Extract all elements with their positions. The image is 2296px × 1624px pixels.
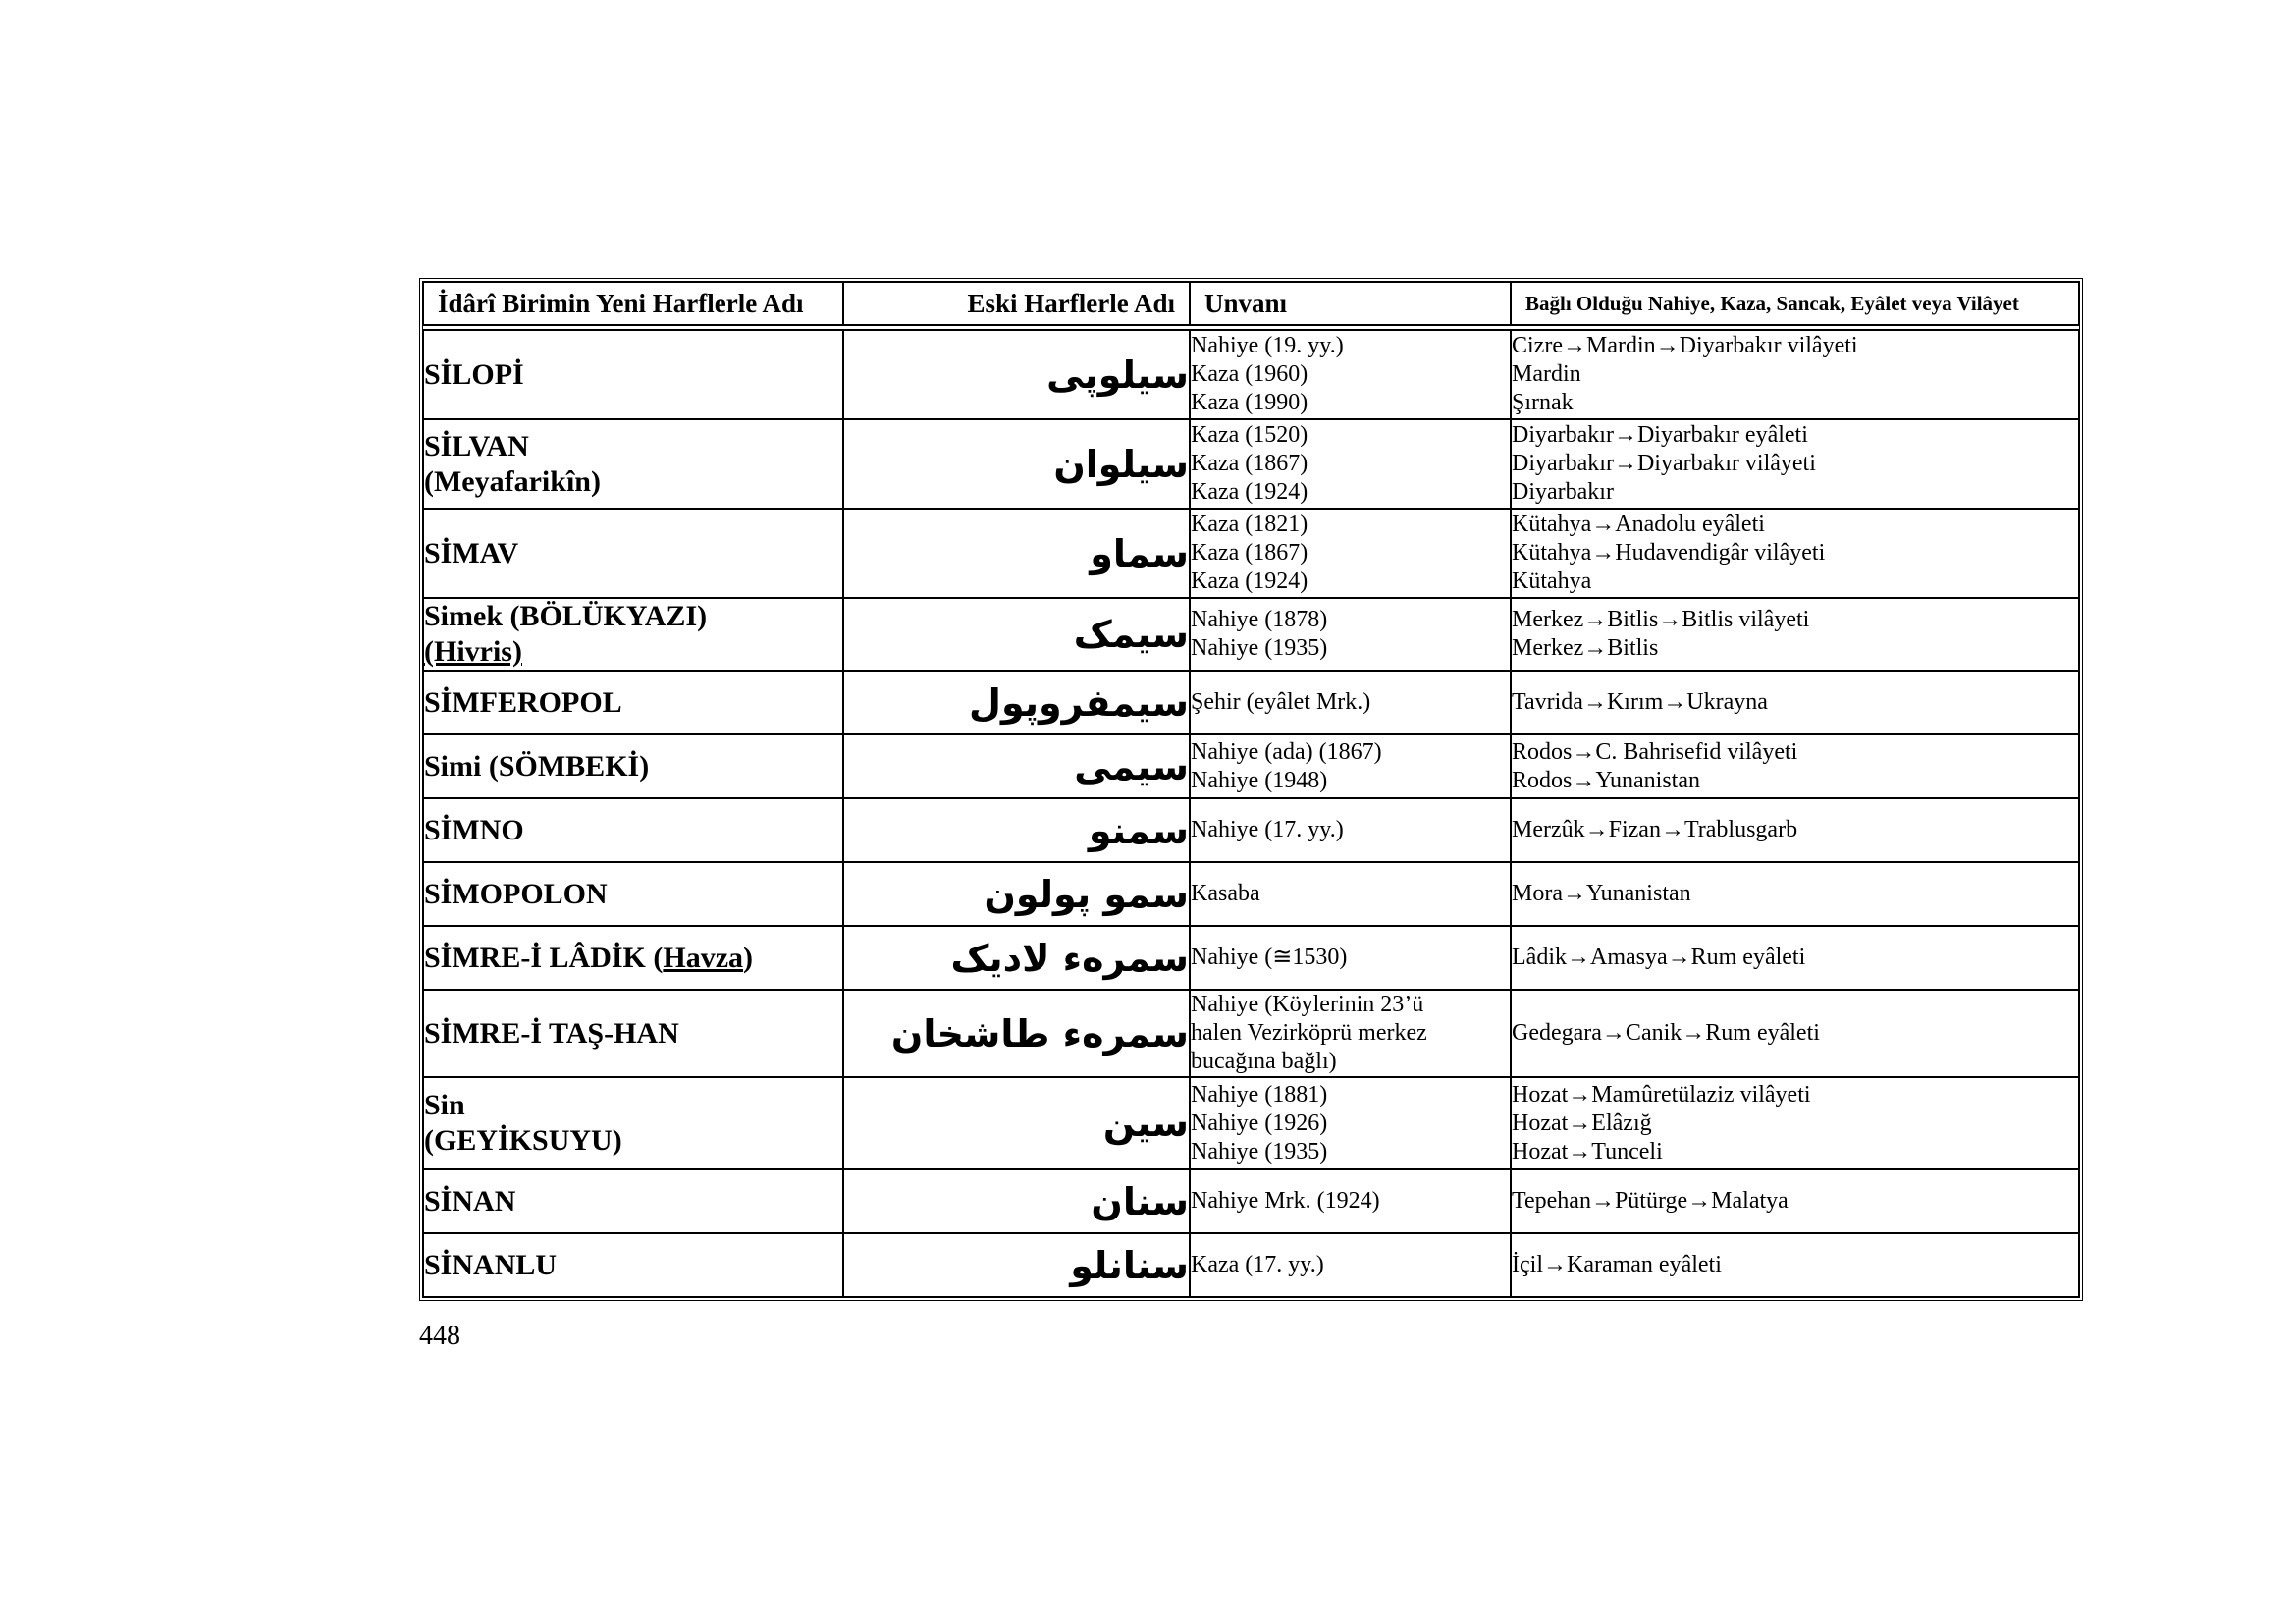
title-cell	[1190, 509, 1511, 598]
title-line: Kaza (1867)	[1191, 451, 1308, 476]
affiliation-cell	[1511, 1169, 2079, 1233]
affiliation-cell	[1511, 1233, 2079, 1297]
affiliation-cell	[1511, 509, 2079, 598]
title-line: Şehir (eyâlet Mrk.)	[1191, 689, 1371, 715]
admin-units-table	[419, 278, 2083, 1301]
affiliation-line: Mardin	[1512, 361, 1581, 387]
new-name-cell	[423, 798, 843, 862]
new-name: SİLOPİ	[424, 357, 524, 391]
title-cell	[1190, 671, 1511, 734]
title-cell	[1190, 734, 1511, 798]
title-cell	[1190, 1077, 1511, 1169]
title-line: Kaza (1990)	[1191, 390, 1308, 415]
title-line: Nahiye (1935)	[1191, 1138, 1328, 1164]
table-row	[423, 798, 2079, 862]
old-name-cell: سيلوپى	[843, 330, 1190, 419]
affiliation-cell	[1511, 330, 2079, 419]
title-cell	[1190, 1233, 1511, 1297]
old-name-cell: سمرهء طاشخان	[843, 990, 1190, 1077]
affiliation-line: Hozat→Elâzığ	[1512, 1110, 1652, 1136]
old-name-cell: سنانلو	[843, 1233, 1190, 1297]
new-name-cell	[423, 990, 843, 1077]
title-line: Nahiye (1881)	[1191, 1081, 1328, 1108]
old-name-cell: سيمفروپول	[843, 671, 1190, 734]
title-line: Nahiye (1935)	[1191, 635, 1328, 661]
new-name-cell	[423, 598, 843, 671]
new-name-alt: (Hivris)	[424, 635, 522, 668]
table-row	[423, 671, 2079, 734]
new-name: SİMOPOLON	[424, 877, 608, 910]
new-name: SİNAN	[424, 1184, 516, 1218]
affiliation-cell	[1511, 862, 2079, 926]
affiliation-line: Kütahya→Hudavendigâr vilâyeti	[1512, 540, 1826, 566]
new-name-cell	[423, 1169, 843, 1233]
title-line: bucağına bağlı)	[1191, 1049, 1337, 1074]
affiliation-line: Lâdik→Amasya→Rum eyâleti	[1512, 945, 1806, 970]
affiliation-line: Diyarbakır→Diyarbakır vilâyeti	[1512, 451, 1816, 476]
table-row	[423, 926, 2079, 990]
title-line: halen Vezirköprü merkez	[1191, 1020, 1427, 1046]
old-name-cell: سماو	[843, 509, 1190, 598]
new-name: SİMNO	[424, 813, 524, 846]
table-row	[423, 1169, 2079, 1233]
new-name-alt: (Meyafarikîn)	[424, 464, 601, 498]
title-line: Nahiye (Köylerinin 23’ü	[1191, 992, 1424, 1017]
old-name-cell: سمرهء لاديک	[843, 926, 1190, 990]
affiliation-cell	[1511, 671, 2079, 734]
new-name: Simek (BÖLÜKYAZI)	[424, 600, 708, 632]
title-line: Kaza (1821)	[1191, 512, 1308, 537]
table-row	[423, 419, 2079, 509]
table-container	[419, 278, 2075, 1301]
affiliation-line: Kütahya→Anadolu eyâleti	[1512, 512, 1765, 537]
title-line: Kaza (1924)	[1191, 568, 1308, 594]
new-name-cell	[423, 1077, 843, 1169]
affiliation-cell	[1511, 926, 2079, 990]
new-name-cell	[423, 671, 843, 734]
title-line: Kaza (1867)	[1191, 540, 1308, 566]
title-cell	[1190, 862, 1511, 926]
affiliation-cell	[1511, 419, 2079, 509]
affiliation-line: Rodos→C. Bahrisefid vilâyeti	[1512, 738, 1798, 765]
new-name-cell	[423, 862, 843, 926]
title-line: Nahiye (17. yy.)	[1191, 817, 1344, 842]
affiliation-line: Merkez→Bitlis	[1512, 635, 1659, 661]
affiliation-line: Kütahya	[1512, 568, 1592, 594]
new-name-current: Havza	[663, 941, 744, 974]
new-name: SİNANLU	[424, 1248, 558, 1281]
title-cell	[1190, 798, 1511, 862]
title-line: Kaza (17. yy.)	[1191, 1252, 1324, 1277]
title-line: Nahiye Mrk. (1924)	[1191, 1188, 1380, 1214]
affiliation-line: Tepehan→Pütürge→Malatya	[1512, 1188, 1789, 1214]
title-line: Kaza (1520)	[1191, 422, 1308, 448]
new-name: Sin	[424, 1089, 465, 1121]
affiliation-line: Gedegara→Canik→Rum eyâleti	[1512, 1020, 1820, 1046]
title-line: Kaza (1960)	[1191, 361, 1308, 387]
table-row	[423, 1233, 2079, 1297]
affiliation-line: Hozat→Mamûretülaziz vilâyeti	[1512, 1081, 1811, 1108]
table-row	[423, 330, 2079, 419]
new-name: SİMFEROPOL	[424, 685, 622, 719]
new-name-cell	[423, 734, 843, 798]
title-line: Nahiye (ada) (1867)	[1191, 738, 1382, 765]
table-row	[423, 1077, 2079, 1169]
new-name-part: SİMRE-İ LÂDİK (	[424, 941, 664, 974]
header-title: Unvanı	[1190, 282, 1511, 325]
title-cell	[1190, 990, 1511, 1077]
new-name-part: )	[743, 941, 754, 974]
old-name-cell: سيمک	[843, 598, 1190, 671]
new-name-cell	[423, 926, 843, 990]
title-line: Nahiye (1926)	[1191, 1110, 1328, 1136]
new-name-cell	[423, 419, 843, 509]
new-name-cell	[423, 509, 843, 598]
affiliation-line: Diyarbakır→Diyarbakır eyâleti	[1512, 422, 1808, 448]
title-cell	[1190, 1169, 1511, 1233]
affiliation-line: İçil→Karaman eyâleti	[1512, 1252, 1722, 1277]
old-name-cell: سين	[843, 1077, 1190, 1169]
title-line: Kasaba	[1191, 881, 1260, 906]
table-row	[423, 862, 2079, 926]
affiliation-cell	[1511, 990, 2079, 1077]
affiliation-line: Şırnak	[1512, 390, 1574, 415]
old-name-cell: سيمى	[843, 734, 1190, 798]
title-cell	[1190, 419, 1511, 509]
old-name-cell: سيلوان	[843, 419, 1190, 509]
new-name-cell	[423, 1233, 843, 1297]
title-cell	[1190, 598, 1511, 671]
title-cell	[1190, 926, 1511, 990]
affiliation-line: Mora→Yunanistan	[1512, 881, 1691, 906]
title-line: Kaza (1924)	[1191, 479, 1308, 505]
affiliation-line: Merzûk→Fizan→Trablusgarb	[1512, 817, 1798, 842]
new-name: SİMAV	[424, 536, 519, 569]
affiliation-line: Diyarbakır	[1512, 479, 1614, 505]
header-affiliation: Bağlı Olduğu Nahiye, Kaza, Sancak, Eyâlet veya Vilâyet	[1511, 282, 2079, 325]
affiliation-cell	[1511, 734, 2079, 798]
affiliation-cell	[1511, 598, 2079, 671]
affiliation-cell	[1511, 798, 2079, 862]
title-cell	[1190, 330, 1511, 419]
table-row	[423, 990, 2079, 1077]
new-name-cell	[423, 330, 843, 419]
page-number: 448	[419, 1321, 460, 1351]
new-name-alt: (GEYİKSUYU)	[424, 1124, 622, 1157]
table-row	[423, 734, 2079, 798]
affiliation-line: Cizre→Mardin→Diyarbakır vilâyeti	[1512, 333, 1858, 358]
title-line: Nahiye (≅1530)	[1191, 945, 1348, 970]
affiliation-line: Tavrida→Kırım→Ukrayna	[1512, 689, 1768, 715]
affiliation-line: Hozat→Tunceli	[1512, 1138, 1663, 1164]
old-name-cell: سمنو	[843, 798, 1190, 862]
new-name	[424, 941, 842, 976]
header-new-name: İdârî Birimin Yeni Harflerle Adı	[423, 282, 843, 325]
new-name: Simi (SÖMBEKİ)	[424, 749, 650, 783]
table-row	[423, 509, 2079, 598]
table-row	[423, 598, 2079, 671]
title-line: Nahiye (1948)	[1191, 767, 1328, 793]
affiliation-cell	[1511, 1077, 2079, 1169]
header-old-name: Eski Harflerle Adı	[843, 282, 1190, 325]
old-name-cell: سمو پولون	[843, 862, 1190, 926]
title-line: Nahiye (1878)	[1191, 607, 1328, 632]
title-line: Nahiye (19. yy.)	[1191, 333, 1344, 358]
old-name-cell: سنان	[843, 1169, 1190, 1233]
affiliation-line: Rodos→Yunanistan	[1512, 767, 1700, 793]
new-name: SİMRE-İ TAŞ-HAN	[424, 1016, 679, 1050]
new-name: SİLVAN	[424, 429, 529, 462]
table-header-row	[423, 282, 2079, 325]
affiliation-line: Merkez→Bitlis→Bitlis vilâyeti	[1512, 607, 1810, 632]
